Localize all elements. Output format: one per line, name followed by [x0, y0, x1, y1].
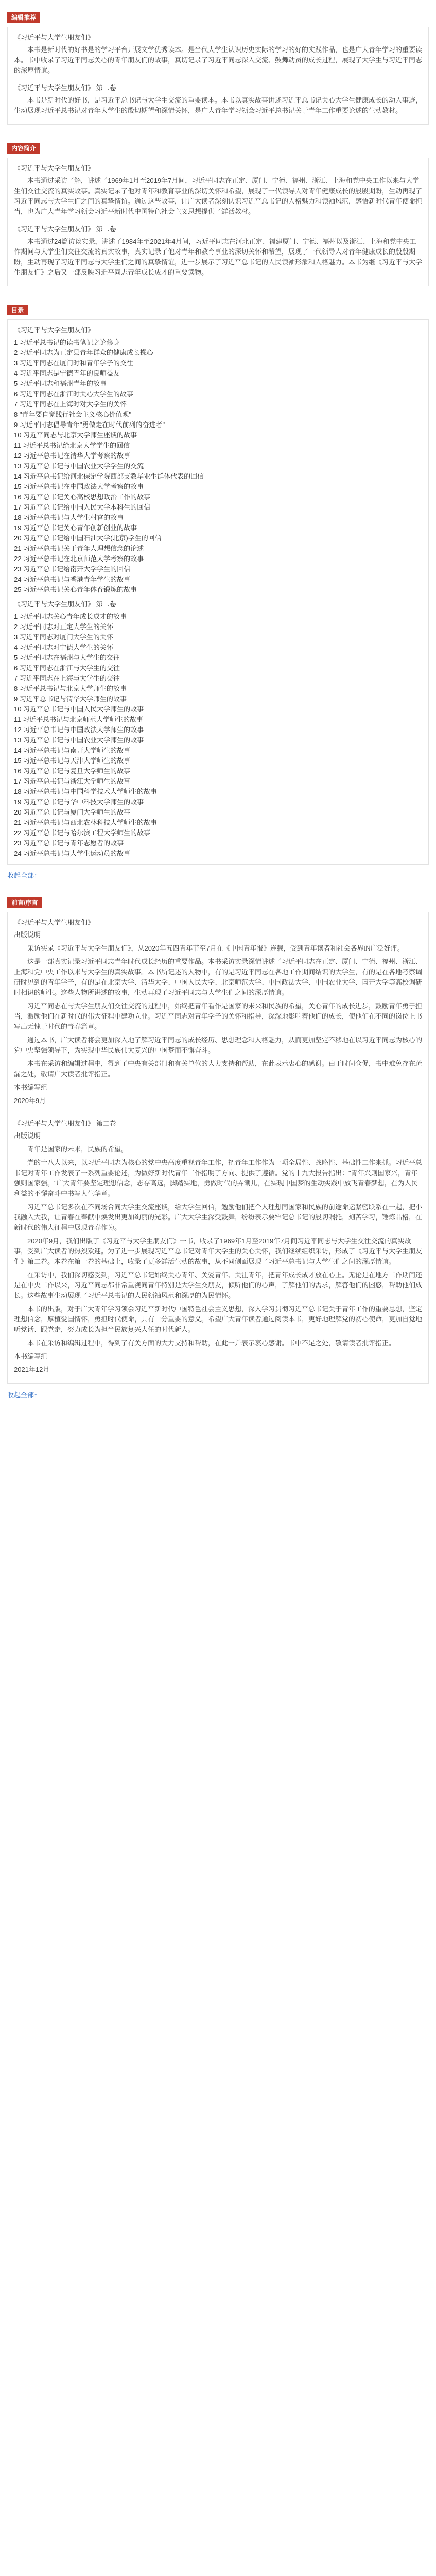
toc-item: 3 习近平同志对厦门大学生的关怀	[14, 633, 113, 641]
preface-paragraph: 采访实录《习近平与大学生朋友们》，从2020年五四青年节至7月在《中国青年报》连载，受到青年读者和社会各界的广泛好评。	[27, 944, 404, 952]
recommend-book2-text: 本书是新时代的好书，是习近平总书记与大学生交流的重要读本。本书以真实故事讲述习近平总书记关心大学生健康成长的动人事迹，生动展现习近平总书记对青年大学生的殷切期望和深情关怀，是广大青年学习领会习近平总书记关于青年工作重要论述的生动教材。	[14, 96, 423, 114]
section-recommend	[7, 9, 429, 125]
toc-item: 22 习近平总书记与哈尔滨工程大学师生的故事	[14, 829, 151, 837]
toc-item: 9 习近平同志倡导青年"勇做走在时代前列的奋进者"	[14, 421, 165, 429]
toc-item: 23 习近平总书记与青年志愿者的故事	[14, 839, 124, 847]
preface-book1-title: 《习近平与大学生朋友们》	[14, 919, 95, 926]
preface-box	[7, 912, 429, 1384]
toc-item: 4 习近平同志是宁德青年的良师益友	[14, 369, 120, 377]
toc-box	[7, 319, 429, 865]
toc-item: 23 习近平总书记给南开大学学生的回信	[14, 565, 131, 573]
intro-box	[7, 158, 429, 286]
section-intro	[7, 140, 429, 286]
toc-item: 22 习近平总书记在北京师范大学考察的故事	[14, 555, 144, 563]
toc-item: 1 习近平总书记的读书笔记之论修身	[14, 338, 120, 346]
preface-book2-date: 2021年12月	[14, 1366, 50, 1374]
section-tag-intro: 内容简介	[7, 143, 40, 154]
toc-item: 17 习近平总书记与浙江大学师生的故事	[14, 777, 131, 785]
toc-item: 15 习近平总书记与天津大学师生的故事	[14, 757, 131, 765]
toc-item: 5 习近平同志在福州与大学生的交往	[14, 654, 120, 662]
toc-item: 17 习近平总书记给中国人民大学本科生的回信	[14, 503, 151, 511]
preface-paragraph: 青年是国家的未来，民族的希望。	[27, 1145, 128, 1153]
section-tag-recommend: 编辑推荐	[7, 12, 40, 23]
toc-item: 18 习近平总书记与大学生村官的故事	[14, 514, 124, 521]
recommend-book2-title: 《习近平与大学生朋友们》 第二卷	[14, 84, 116, 92]
preface-paragraph: 2020年9月，我们出版了《习近平与大学生朋友们》一书，收录了1969年1月至2019年7月间习近平同志与大学生交往交流的真实故事，受到广大读者的热烈欢迎。为了进一步展现习近平总书记对青年大学生的关心关怀，我们继续组织采访，形成了《习近平与大学生朋友们》第二卷。本卷在第一卷的基础上，收录了更多鲜活生动的故事，从不同侧面展现了习近平总书记与大学生们之间的深厚情谊。	[14, 1237, 423, 1265]
preface-paragraph: 本书在采访和编辑过程中，得到了有关方面的大力支持和帮助，在此一并表示衷心感谢。书中不足之处，敬请读者批评指正。	[27, 1339, 396, 1347]
recommend-book1-title: 《习近平与大学生朋友们》	[14, 33, 95, 41]
intro-book1-title: 《习近平与大学生朋友们》	[14, 164, 95, 172]
toc-item: 13 习近平总书记与中国农业大学学生的交流	[14, 462, 144, 470]
toc-item: 16 习近平总书记与复旦大学师生的故事	[14, 767, 131, 775]
toc-item: 13 习近平总书记与中国农业大学师生的故事	[14, 736, 144, 744]
toc-item: 5 习近平同志和福州青年的故事	[14, 380, 107, 387]
preface-paragraph: 习近平总书记多次在不同场合同大学生交流座谈，给大学生回信，勉励他们把个人理想同国家和民族的前途命运紧密联系在一起，把小我融入大我，让青春在奉献中焕发出更加绚丽的光彩。广大大学生深受鼓舞，纷纷表示要牢记总书记的殷切嘱托，刻苦学习，锤炼品格，在新时代的伟大征程中展现青春作为。	[14, 1203, 423, 1231]
toc-item: 16 习近平总书记关心高校思想政治工作的故事	[14, 493, 151, 501]
toc-book1-list	[14, 337, 422, 595]
preface-paragraph: 习近平同志在与大学生朋友们交往交流的过程中，始终把青年看作是国家的未来和民族的希望，关心青年的成长进步，鼓励青年勇于担当，激励他们在新时代的伟大征程中建功立业。习近平同志对青年学子的关怀和指导，深深地影响着他们的成长，使他们在不同的岗位上书写出无愧于时代的青春篇章。	[14, 1002, 423, 1030]
toc-item: 2 习近平同志为正定县青年群众的健康成长操心	[14, 349, 153, 357]
toc-item: 3 习近平同志在厦门时和青年学子的交往	[14, 359, 133, 367]
toc-item: 4 习近平同志对宁德大学生的关怀	[14, 643, 113, 651]
intro-book2-title: 《习近平与大学生朋友们》 第二卷	[14, 225, 116, 233]
toc-item: 18 习近平总书记与中国科学技术大学师生的故事	[14, 788, 158, 795]
toc-item: 9 习近平总书记与清华大学师生的故事	[14, 695, 127, 703]
preface-book1-subtitle: 出版说明	[14, 931, 41, 939]
toc-item: 24 习近平总书记与大学生运动员的故事	[14, 850, 131, 857]
toc-item: 8 "青年要自觉践行社会主义核心价值观"	[14, 411, 132, 418]
toc-item: 7 习近平同志在上海与大学生的交往	[14, 674, 120, 682]
section-tag-toc: 目录	[7, 305, 28, 315]
toc-item: 21 习近平总书记关于青年人理想信念的论述	[14, 545, 144, 552]
preface-paragraph: 在采访中，我们深切感受到，习近平总书记始终关心青年、关爱青年、关注青年，把青年成长成才放在心上。无论是在地方工作期间还是在中央工作以来，习近平同志都非常重视同青年特别是大学生交朋友，倾听他们的心声，了解他们的需求，解答他们的困惑，帮助他们成长。这些故事生动展现了习近平总书记的人民领袖风范和深厚的为民情怀。	[14, 1271, 423, 1299]
toc-book2-title: 《习近平与大学生朋友们》 第二卷	[14, 600, 116, 608]
preface-book2-subtitle: 出版说明	[14, 1132, 41, 1140]
toc-item: 12 习近平总书记与中国政法大学师生的故事	[14, 726, 144, 734]
toc-item: 11 习近平总书记给北京大学学生的回信	[14, 442, 130, 449]
preface-book2-sign: 本书编写组	[14, 1352, 48, 1360]
toc-item: 20 习近平总书记给中国石油大学(北京)学生的回信	[14, 534, 162, 542]
section-tag-preface: 前言/序言	[7, 897, 42, 908]
toc-collapse-link[interactable]: 收起全部↑	[7, 872, 38, 879]
toc-item: 20 习近平总书记与厦门大学师生的故事	[14, 808, 131, 816]
preface-collapse-link[interactable]: 收起全部↑	[7, 1391, 38, 1399]
preface-book2-title: 《习近平与大学生朋友们》 第二卷	[14, 1120, 116, 1127]
toc-book1-title: 《习近平与大学生朋友们》	[14, 326, 95, 334]
preface-book1-sign: 本书编写组	[14, 1083, 48, 1091]
toc-item: 8 习近平总书记与北京大学师生的故事	[14, 685, 127, 692]
toc-item: 2 习近平同志对正定大学生的关怀	[14, 623, 113, 631]
toc-item: 19 习近平总书记与华中科技大学师生的故事	[14, 798, 144, 806]
preface-paragraph: 通过本书，广大读者将会更加深入地了解习近平同志的成长经历、思想理念和人格魅力，从而更加坚定不移地在以习近平同志为核心的党中央坚强领导下，为实现中华民族伟大复兴的中国梦而不懈奋斗。	[14, 1036, 423, 1054]
toc-item: 25 习近平总书记关心青年体育锻炼的故事	[14, 586, 137, 594]
section-preface	[7, 894, 429, 1400]
preface-paragraph: 党的十八大以来，以习近平同志为核心的党中央高度重视青年工作，把青年工作作为一项全局性、战略性、基础性工作来抓。习近平总书记对青年工作发表了一系列重要论述，为做好新时代青年工作指明了方向、提供了遵循。党的十九大报告指出："青年兴则国家兴，青年强则国家强。"广大青年要坚定理想信念，志存高远，脚踏实地，勇做时代的弄潮儿，在实现中国梦的生动实践中放飞青春梦想，在为人民利益的不懈奋斗中书写人生华章。	[14, 1159, 423, 1197]
toc-item: 10 习近平同志与北京大学师生座谈的故事	[14, 431, 137, 439]
preface-book1-date: 2020年9月	[14, 1097, 46, 1105]
preface-paragraph: 这是一部真实记录习近平同志青年时代成长经历的重要作品。本书采访实录深情讲述了习近平同志在正定、厦门、宁德、福州、浙江、上海和党中央工作以来与大学生的真实故事。本书所记述的人物中，有的是习近平同志在各地工作期间结识的大学生，有的是在各地考察调研时见到的青年学子，有的是在北京大学、清华大学、中国人民大学、北京师范大学、中国政法大学、中国农业大学、南开大学等高校调研时相识的师生。这些人物所讲述的故事，生动再现了习近平同志与大学生们之间的深厚情谊。	[14, 958, 423, 996]
toc-item: 14 习近平总书记给河北保定学院西部支教毕业生群体代表的回信	[14, 472, 204, 480]
toc-item: 6 习近平同志在浙江时关心大学生的故事	[14, 390, 133, 398]
toc-item: 7 习近平同志在上海时对大学生的关怀	[14, 400, 127, 408]
toc-item: 12 习近平总书记在清华大学考察的故事	[14, 452, 131, 460]
toc-item: 14 习近平总书记与南开大学师生的故事	[14, 747, 131, 754]
toc-item: 15 习近平总书记在中国政法大学考察的故事	[14, 483, 144, 490]
preface-book1-body	[14, 943, 422, 1079]
toc-item: 24 习近平总书记与香港青年学生的故事	[14, 575, 131, 583]
preface-paragraph: 本书在采访和编辑过程中，得到了中央有关部门和有关单位的大力支持和帮助，在此表示衷心的感谢。由于时间仓促，书中难免存在疏漏之处，敬请广大读者批评指正。	[14, 1060, 423, 1078]
section-toc	[7, 302, 429, 881]
toc-item: 1 习近平同志关心青年成长成才的故事	[14, 613, 127, 620]
recommend-book1-text: 本书是新时代的好书是的学习平台开展文学优秀读本。是当代大学生认识历史实际的学习的好的实践作品，也是广大青年学习的重要读本。书中收录了习近平同志关心的青年朋友们的故事，真切记录了习近平同志深入交流、鼓舞动员的成长过程，展现了大学生与习近平同志的深厚情谊。	[14, 46, 423, 74]
toc-item: 21 习近平总书记与西北农林科技大学师生的故事	[14, 819, 158, 826]
toc-book2-list	[14, 612, 422, 859]
toc-item: 19 习近平总书记关心青年创新创业的故事	[14, 524, 137, 532]
toc-item: 6 习近平同志在浙江与大学生的交往	[14, 664, 120, 672]
intro-book1-text: 本书通过采访了解，讲述了1969年1月至2019年7月间，习近平同志在正定、厦门、宁德、福州、浙江、上海和党中央工作以来与大学生们交往交流的真实故事。真实记录了他对青年和教育事业的深切关怀和希望，展现了一代领导人对青年健康成长的殷殷期盼，生动再现了习近平同志与大学生们之间的真挚情谊。通过这些故事，让广大读者深刻认识习近平总书记的人格魅力和领袖风范，感悟新时代青年使命担当，也为广大青年学习领会习近平新时代中国特色社会主义思想提供了鲜活教材。	[14, 177, 423, 215]
toc-item: 11 习近平总书记与北京师范大学师生的故事	[14, 716, 144, 723]
recommend-box	[7, 27, 429, 125]
toc-item: 10 习近平总书记与中国人民大学师生的故事	[14, 705, 144, 713]
intro-book2-text: 本书通过24篇访谈实录，讲述了1984年至2021年4月间，习近平同志在河北正定、福建厦门、宁德、福州以及浙江、上海和党中央工作期间与大学生们交往交流的真实故事，真实记录了他对青年和教育事业的深切关怀和希望，展现了一代领导人对青年健康成长的殷殷期盼，生动再现了习近平同志与大学生们之间的真挚情谊，进一步展示了习近平总书记的人民领袖形象和人格魅力。本书为继《习近平与大学生朋友们》之后又一部反映习近平同志青年成长成才的重要读物。	[14, 238, 423, 276]
preface-paragraph: 本书的出版，对于广大青年学习领会习近平新时代中国特色社会主义思想，深入学习贯彻习近平总书记关于青年工作的重要思想，坚定理想信念，厚植爱国情怀，勇担时代使命，具有十分重要的意义。希望广大青年读者通过阅读本书，更好地理解党的初心使命，更加自觉地听党话、跟党走，努力成长为担当民族复兴大任的时代新人。	[14, 1305, 423, 1333]
preface-book2-body	[14, 1144, 422, 1348]
